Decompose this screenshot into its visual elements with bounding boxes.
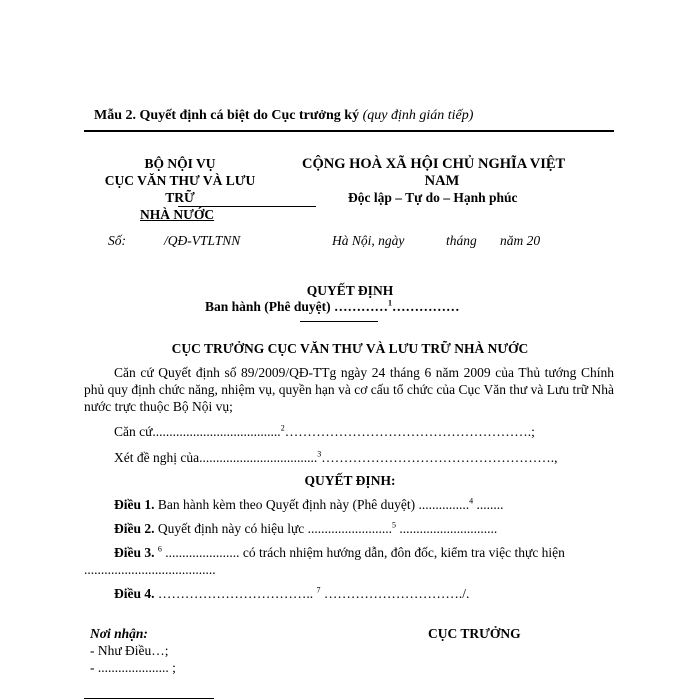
basis-2-start: Căn cứ......................................: [114, 424, 281, 439]
article-4: [114, 586, 469, 602]
signer-title: CỤC TRƯỞNG: [428, 626, 521, 641]
legal-basis-paragraph: [84, 364, 614, 415]
template-label: [94, 108, 473, 124]
subtitle-text: Ban hành (Phê duyệt) …………: [205, 299, 389, 314]
agency-name-line3: NHÀ NƯỚC: [140, 207, 215, 222]
template-note: (quy định gián tiếp): [362, 108, 474, 123]
country-name-line1: CỘNG HOÀ XÃ HỘI CHỦ NGHĨA VIỆT: [302, 156, 566, 172]
footnote-ref: 3: [317, 449, 322, 459]
footnote-ref: 1: [388, 298, 393, 308]
article-label: Điều 1.: [114, 497, 155, 512]
footnote-ref: 5: [392, 520, 397, 530]
article-1: [114, 497, 503, 513]
document-title: QUYẾT ĐỊNH: [306, 283, 394, 298]
article-3-continuation: .......................................: [84, 562, 216, 577]
top-rule: [84, 130, 614, 132]
article-3: [114, 545, 565, 561]
footnote-ref: 2: [280, 423, 285, 433]
number-label: Số:: [108, 233, 126, 248]
title-rule: [300, 321, 378, 322]
national-motto: Độc lập – Tự do – Hạnh phúc: [348, 190, 518, 205]
article-label: Điều 3.: [114, 545, 155, 560]
recipient-item: - Như Điều…;: [90, 643, 169, 658]
article-text: Quyết định này có hiệu lực .........................: [157, 521, 393, 536]
footnote-ref: 7: [316, 585, 321, 595]
decision-heading: QUYẾT ĐỊNH:: [304, 473, 396, 488]
article-label: Điều 2.: [114, 521, 155, 536]
footnote-ref: 4: [469, 496, 474, 506]
legal-basis-text: Căn cứ Quyết định số 89/2009/QĐ-TTg ngày 24 tháng 6 năm 2009 của Thủ tướng Chính phủ quy định chức năng, nhiệm vụ, quyền hạn và cơ cấu tổ chức của Cục Văn thư và Lưu trữ Nhà nước trực thuộc Bộ Nội vụ;: [84, 365, 614, 414]
footnote-rule: [84, 698, 214, 699]
agency-name-line2: TRỮ: [165, 190, 195, 205]
article-text: ……………………………..: [157, 586, 314, 601]
subtitle-tail: ……………: [392, 299, 460, 314]
date-year: năm 20: [500, 233, 541, 248]
article-text: ...................... có trách nhiệm hướng dẫn, đôn đốc, kiểm tra việc thực hiện: [165, 545, 565, 560]
basis-2-end: ……………………………………………….;: [284, 424, 535, 439]
number-suffix: /QĐ-VTLTNN: [164, 233, 241, 248]
proposal-end: …………………………………………….,: [321, 450, 558, 465]
document-subtitle: [205, 299, 460, 315]
article-2: [114, 521, 497, 537]
recipient-item: - ..................... ;: [90, 660, 176, 675]
article-tail: .............................: [399, 521, 498, 536]
date-month: tháng: [446, 233, 477, 248]
agency-name-line1: CỤC VĂN THƯ VÀ LƯU: [104, 173, 256, 188]
article-label: Điều 4.: [114, 586, 155, 601]
footnote-ref: 6: [157, 544, 162, 554]
article-text: Ban hành kèm theo Quyết định này (Phê duyệt) ...............: [157, 497, 470, 512]
template-label-text: Mẫu 2. Quyết định cá biệt do Cục trưởng ký: [94, 108, 360, 123]
proposal-line: [114, 450, 557, 466]
proposal-start: Xét đề nghị của...................................: [114, 450, 318, 465]
legal-basis-2: [114, 424, 535, 440]
article-tail: …………………………./.: [323, 586, 470, 601]
place-date: Hà Nội, ngày: [332, 233, 405, 248]
ministry-name: BỘ NỘI VỤ: [144, 156, 216, 171]
issuing-authority: CỤC TRƯỞNG CỤC VĂN THƯ VÀ LƯU TRỮ NHÀ NƯỚC: [171, 341, 529, 356]
country-name-line2: NAM: [424, 173, 460, 189]
recipients-heading: Nơi nhận:: [90, 626, 148, 641]
article-tail: ........: [476, 497, 504, 512]
